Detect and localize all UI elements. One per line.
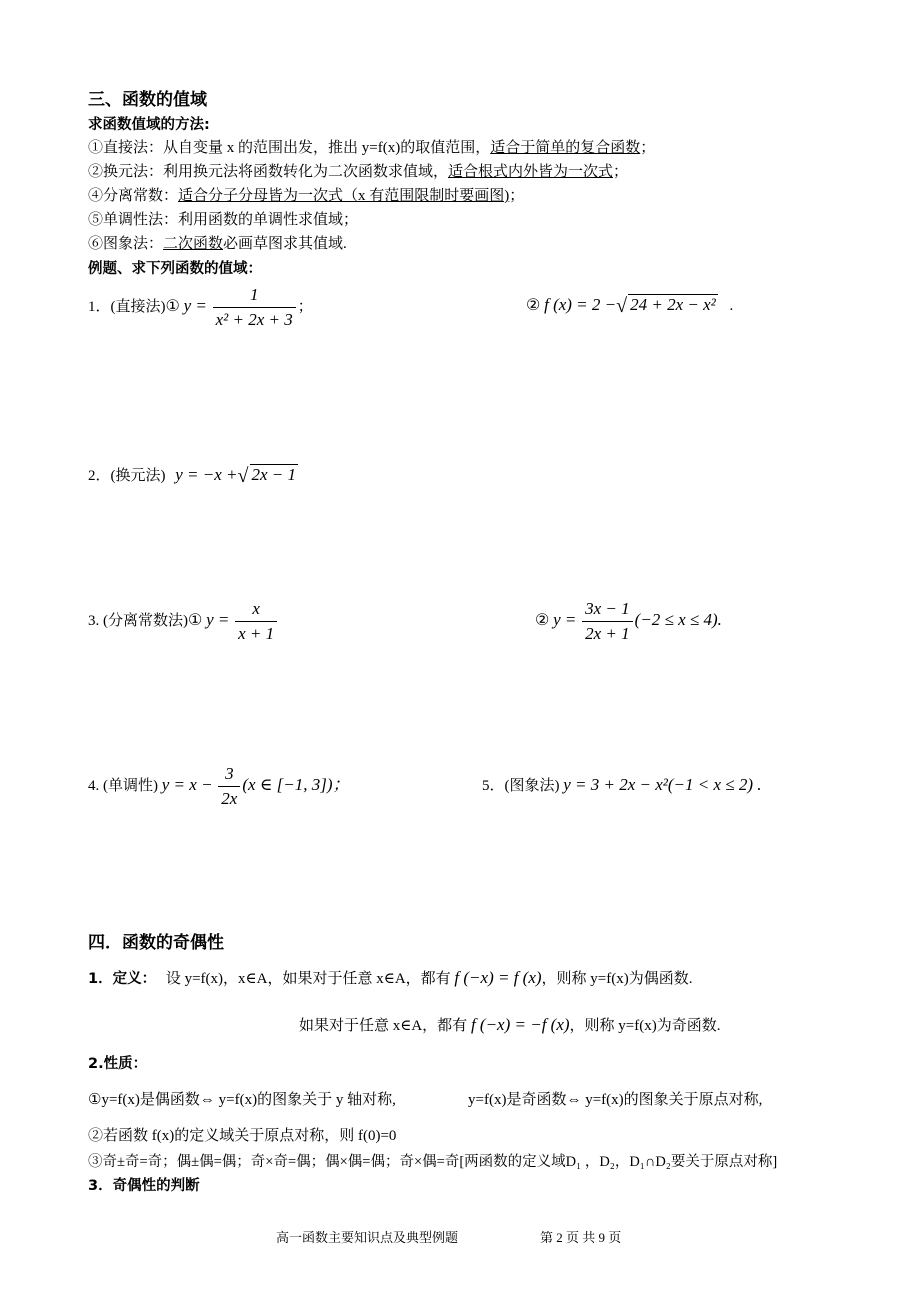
math-odd: f (−x) = −f (x) (470, 1015, 570, 1034)
definition-label: 1．定义： (88, 971, 157, 987)
math-even: f (−x) = f (x) (454, 968, 542, 987)
example-3-label: 3. (分离常数法) (88, 613, 188, 629)
punct: ； (613, 164, 629, 180)
property-3: ③奇±奇=奇；偶±偶=偶；奇×奇=偶；偶×偶=偶；奇×偶=奇[两函数的定义域D₁ ，D₂，D₁∩D₂要关于原点对称] (88, 1154, 778, 1170)
method-graph-note: 二次函数 (163, 236, 224, 252)
example-3b (535, 597, 722, 645)
example-1b (526, 290, 733, 321)
method-direct (88, 138, 655, 158)
page-number: 第 2 页 共 9 页 (540, 1230, 622, 1245)
method-graph (88, 234, 347, 254)
math-lhs: y = x − (161, 775, 213, 794)
math-expression: y = 3 + 2x − x²(−1 < x ≤ 2) . (563, 775, 762, 794)
judge-label: 3．奇偶性的判断 (88, 1178, 200, 1194)
method-monotonic: ⑤单调性法：利用函数的单调性求值域； (88, 212, 359, 228)
math-lhs: y = (206, 610, 230, 629)
denominator: 2x (218, 786, 240, 810)
punct: ； (640, 140, 656, 156)
punct: ； (509, 188, 525, 204)
method-separate-constant (88, 186, 524, 206)
method-direct-text: ①直接法：从自变量 x 的范围出发，推出 y=f(x)的取值范围， (88, 140, 491, 156)
example-3a (88, 597, 279, 645)
definition-odd-text: 如果对于任意 x∈A，都有 (299, 1018, 468, 1034)
definition-even-text: 设 y=f(x)，x∈A，如果对于任意 x∈A，都有 (165, 971, 451, 987)
math-lhs: y = −x + (175, 465, 238, 484)
fraction (213, 284, 296, 331)
math-lhs: y = (183, 296, 207, 315)
definition-even (88, 968, 693, 989)
example-4 (88, 762, 350, 810)
denominator: x² + 2x + 3 (213, 307, 296, 331)
denominator: x + 1 (235, 621, 277, 645)
property-2: ②若函数 f(x)的定义域关于原点对称，则 f(0)=0 (88, 1128, 397, 1144)
domain-condition: (−2 ≤ x ≤ 4). (634, 610, 722, 629)
punct: . (729, 298, 734, 314)
definition-odd (299, 1015, 721, 1036)
sqrt-icon: √ (237, 465, 249, 487)
method-substitution-note: 适合根式内外皆为一次式 (448, 164, 614, 180)
method-separate-note: 适合分子分母皆为一次式（x 有范围限制时要画图) (178, 188, 510, 204)
example-4-label: 4. (单调性) (88, 778, 158, 794)
math-lhs: f (x) = 2 − (544, 295, 617, 314)
math-lhs: y = (553, 610, 577, 629)
circle-2: ② (535, 612, 550, 629)
example-2-label: 2．(换元法) (88, 468, 166, 484)
method-graph-text: ⑥图象法： (88, 236, 164, 252)
denominator: 2x + 1 (582, 621, 633, 645)
property-label: 2.性质： (88, 1056, 148, 1072)
definition-odd-tail: ，则称 y=f(x)为奇函数. (569, 1018, 721, 1034)
circle-1: ① (188, 612, 203, 629)
fraction (582, 598, 633, 645)
circle-1: ① (165, 298, 180, 315)
methods-title: 求函数值域的方法: (88, 117, 210, 133)
section-title: 三、函数的值域 (88, 90, 207, 110)
radicand: 2x − 1 (251, 465, 297, 484)
numerator: 1 (249, 285, 259, 305)
example-5 (482, 775, 762, 796)
example-2 (88, 462, 298, 489)
method-graph-tail: 必画草图求其值域. (223, 236, 347, 252)
numerator: 3 (225, 764, 234, 784)
example-5-label: 5．(图象法) (482, 778, 560, 794)
radicand: 24 + 2x − x² (630, 295, 716, 314)
property-1b: y=f(x)是奇函数⇔ y=f(x)的图象关于原点对称, (468, 1092, 763, 1108)
property-1a: ①y=f(x)是偶函数⇔ y=f(x)的图象关于 y 轴对称, (88, 1092, 396, 1108)
method-substitution (88, 162, 628, 182)
domain-condition: (x ∈ [−1, 3])； (242, 775, 350, 794)
method-direct-note: 适合于简单的复合函数 (490, 140, 641, 156)
circle-2: ② (526, 297, 541, 314)
section-title-parity: 四．函数的奇偶性 (88, 933, 224, 953)
method-separate-text: ④分离常数： (88, 188, 179, 204)
fraction (235, 598, 277, 645)
fraction (218, 763, 240, 810)
example-1a (88, 283, 313, 331)
numerator: 3x − 1 (585, 599, 630, 619)
footer-title: 高一函数主要知识点及典型例题 (276, 1230, 459, 1245)
numerator: x (252, 599, 260, 619)
example-1-label: 1．(直接法) (88, 299, 166, 315)
examples-title: 例题、求下列函数的值域： (88, 261, 262, 277)
sqrt-icon: √ (616, 295, 628, 317)
method-substitution-text: ②换元法：利用换元法将函数转化为二次函数求值域， (88, 164, 449, 180)
punct: ； (297, 299, 313, 315)
definition-even-tail: ，则称 y=f(x)为偶函数. (541, 971, 693, 987)
